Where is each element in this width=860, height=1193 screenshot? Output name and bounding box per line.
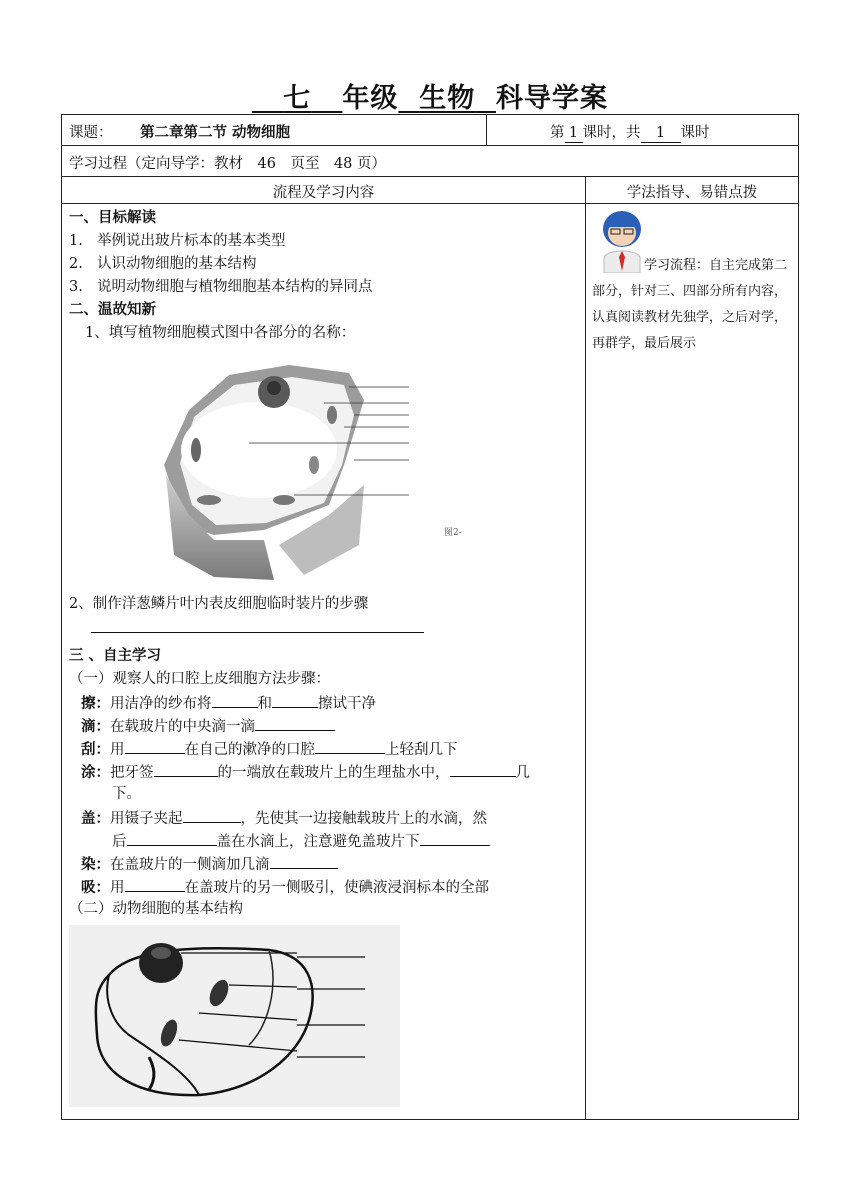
- plant-cell-diagram: [154, 355, 494, 585]
- step-di: 滴：在载玻片的中央滴一滴: [69, 714, 584, 737]
- blank-field[interactable]: [255, 714, 335, 731]
- animal-cell-photo: [69, 925, 400, 1107]
- self-study-heading: 三 、自主学习: [69, 648, 162, 664]
- step-ran: 染：在盖玻片的一侧滴加几滴: [69, 852, 584, 875]
- step-gua: 刮：用 在自己的漱净的口腔 上轻刮几下: [69, 737, 584, 760]
- process-line: 学习过程（定向导学：教材 46 页至 48 页）: [69, 156, 387, 172]
- goals-heading: 一、目标解读: [69, 210, 156, 226]
- content-column: [69, 207, 584, 1111]
- blank-field[interactable]: [420, 829, 490, 846]
- step-tu: 涂：把牙签 的一端放在载玻片上的生理盐水中， 几: [69, 760, 584, 783]
- review-question-2: 2、制作洋葱鳞片叶内表皮细胞临时装片的步骤: [69, 596, 369, 612]
- animal-cell-figure: [69, 925, 584, 1111]
- blank-field[interactable]: [127, 829, 217, 846]
- step-gai-cont: 后 盖在水滴上，注意避免盖玻片下: [69, 829, 584, 852]
- step-ca: 擦：用洁净的纱布将 和 擦试干净: [69, 691, 584, 714]
- figure-label: 图2-: [444, 528, 462, 538]
- lesson-topic: 第二章第二节 动物细胞: [140, 125, 291, 141]
- blank-field[interactable]: [212, 691, 258, 708]
- step-tu-cont: 下。: [112, 786, 141, 802]
- step-xi: 吸：用 在盖玻片的另一侧吸引，使碘液浸润标本的全部: [69, 875, 584, 898]
- blank-field[interactable]: [315, 737, 385, 754]
- period-info: 第 1 课时，共 1 课时: [550, 125, 710, 141]
- observation-heading: （一）观察人的口腔上皮细胞方法步骤：: [69, 671, 330, 687]
- goal-item: 2. 认识动物细胞的基本结构: [69, 256, 257, 272]
- review-heading: 二、温故知新: [69, 302, 156, 318]
- step-gai: 盖：用镊子夹起 ，先使其一边接触载玻片上的水滴，然: [69, 806, 584, 829]
- guide-text: 学习流程：自主完成第二部分，针对三、四部分所有内容，认真阅读教材先独学，之后对学，再群学，最后展示: [592, 258, 788, 351]
- topic-label: 课题：: [69, 125, 113, 141]
- blank-field[interactable]: [183, 806, 241, 823]
- blank-field[interactable]: [125, 875, 185, 892]
- review-question-1: 1、填写植物细胞模式图中各部分的名称：: [85, 325, 356, 341]
- worksheet-table: [61, 114, 799, 1120]
- blank-field[interactable]: [272, 691, 318, 708]
- blank-field[interactable]: [125, 737, 185, 754]
- animal-cell-heading: （二）动物细胞的基本结构: [69, 901, 243, 917]
- goal-item: 1. 举例说出玻片标本的基本类型: [69, 233, 286, 249]
- blank-field[interactable]: [270, 852, 338, 869]
- answer-line[interactable]: [69, 616, 584, 639]
- page-title: 七 年级 生物 科导学案: [283, 83, 609, 114]
- blank-field[interactable]: [450, 760, 516, 777]
- plant-cell-figure: [69, 345, 584, 593]
- column-header-content: 流程及学习内容: [272, 185, 375, 201]
- blank-field[interactable]: [154, 760, 218, 777]
- goal-item: 3. 说明动物细胞与植物细胞基本结构的异同点: [69, 279, 373, 295]
- column-header-guide: 学法指导、易错点拨: [626, 185, 758, 201]
